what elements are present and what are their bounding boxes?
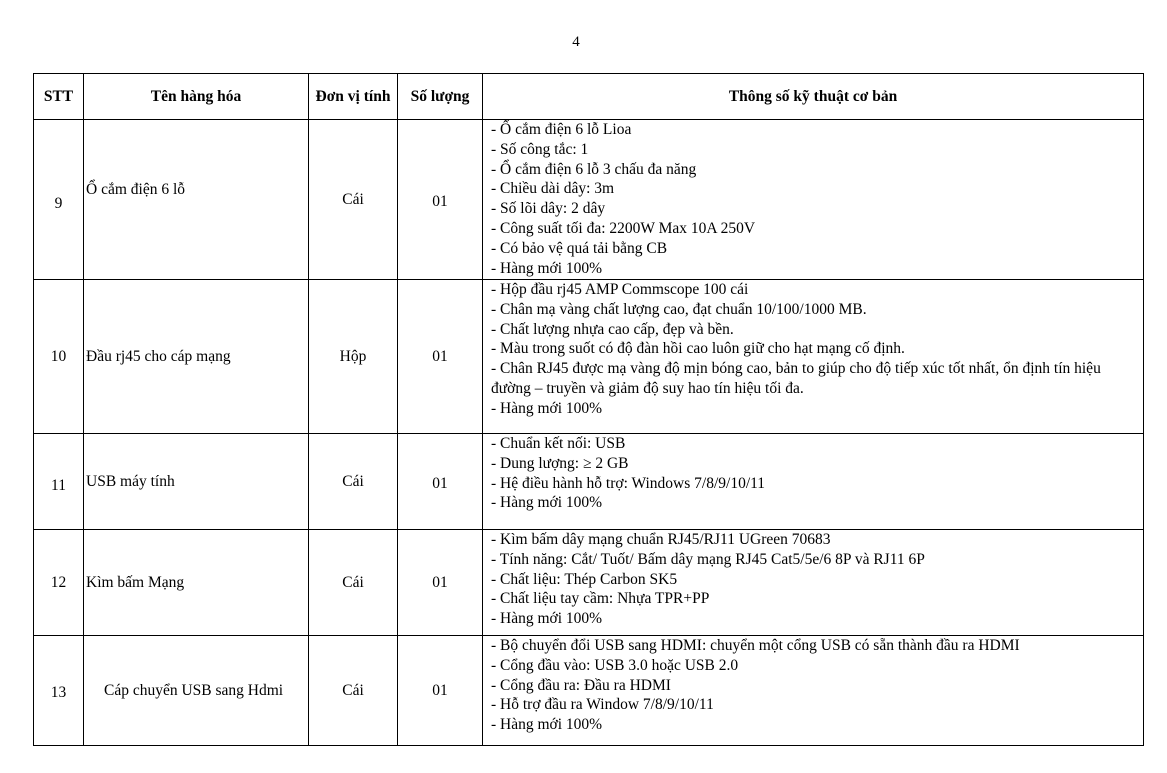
row-stt: 9 — [34, 120, 84, 280]
row-name: Ổ cắm điện 6 lỗ — [84, 120, 309, 280]
goods-table — [33, 73, 1144, 746]
spec-line: - Hàng mới 100% — [491, 259, 603, 277]
header-stt: STT — [34, 74, 84, 120]
row-unit: Cái — [309, 434, 398, 530]
header-name: Tên hàng hóa — [84, 74, 309, 120]
spec-line: - Ổ cắm điện 6 lỗ Lioa — [491, 121, 632, 138]
spec-line: - Có bảo vệ quá tải bằng CB — [491, 239, 668, 257]
spec-line: - Chiều dài dây: 3m — [491, 180, 615, 198]
row-qty: 01 — [398, 530, 483, 636]
spec-line: - Số công tắc: 1 — [491, 140, 589, 158]
spec-line: - Hỗ trợ đầu ra Window 7/8/9/10/11 — [491, 696, 714, 714]
row-qty: 01 — [398, 434, 483, 530]
table-row — [34, 434, 1144, 530]
spec-line: - Chân mạ vàng chất lượng cao, đạt chuẩn 10/100/1000 MB. — [491, 300, 867, 318]
spec-line: - Chất lượng nhựa cao cấp, đẹp và bền. — [491, 320, 734, 338]
spec-line: - Hàng mới 100% — [491, 399, 603, 417]
spec-line: - Màu trong suốt có độ đàn hồi cao luôn giữ cho hạt mạng cố định. — [491, 340, 905, 358]
spec-line: - Chân RJ45 được mạ vàng độ mịn bóng cao, bản to giúp cho độ tiếp xúc tốt nhất, ổn định tín hiệu đường – truyền và giảm độ suy hao tín hiệu tối đa. — [491, 360, 1101, 397]
row-stt: 11 — [34, 434, 84, 530]
row-qty: 01 — [398, 120, 483, 280]
spec-line: - Hệ điều hành hỗ trợ: Windows 7/8/9/10/11 — [491, 474, 766, 492]
header-unit: Đơn vị tính — [309, 74, 398, 120]
spec-line: - Công suất tối đa: 2200W Max 10A 250V — [491, 219, 756, 237]
spec-line: - Ổ cắm điện 6 lỗ 3 chấu đa năng — [491, 160, 697, 178]
spec-line: - Chất liệu tay cầm: Nhựa TPR+PP — [491, 590, 710, 608]
spec-line: - Cổng đầu vào: USB 3.0 hoặc USB 2.0 — [491, 656, 739, 674]
row-specs — [483, 120, 1144, 280]
row-unit: Cái — [309, 636, 398, 746]
row-stt: 13 — [34, 636, 84, 746]
table-row — [34, 120, 1144, 280]
spec-line: - Bộ chuyển đổi USB sang HDMI: chuyển một cổng USB có sẵn thành đầu ra HDMI — [491, 637, 1020, 654]
spec-line: - Dung lượng: ≥ 2 GB — [491, 454, 629, 472]
row-unit: Cái — [309, 120, 398, 280]
header-qty: Số lượng — [398, 74, 483, 120]
spec-line: - Số lõi dây: 2 dây — [491, 200, 606, 218]
row-stt: 12 — [34, 530, 84, 636]
spec-line: - Tính năng: Cắt/ Tuốt/ Bấm dây mạng RJ45 Cat5/5e/6 8P và RJ11 6P — [491, 550, 925, 568]
spec-line: - Chất liệu: Thép Carbon SK5 — [491, 570, 678, 588]
row-unit: Cái — [309, 530, 398, 636]
spec-line: - Hàng mới 100% — [491, 610, 603, 628]
table-row — [34, 280, 1144, 434]
row-specs — [483, 434, 1144, 530]
spec-line: - Hàng mới 100% — [491, 716, 603, 734]
row-specs — [483, 530, 1144, 636]
spec-line: - Chuẩn kết nối: USB — [491, 435, 626, 452]
row-name: Cáp chuyển USB sang Hdmi — [84, 636, 309, 746]
row-unit: Hộp — [309, 280, 398, 434]
spec-line: - Hàng mới 100% — [491, 494, 603, 512]
table-header-row — [34, 74, 1144, 120]
table-row — [34, 636, 1144, 746]
row-name: Kìm bấm Mạng — [84, 530, 309, 636]
spec-line: - Hộp đầu rj45 AMP Commscope 100 cái — [491, 281, 749, 298]
table-row — [34, 530, 1144, 636]
row-name: USB máy tính — [84, 434, 309, 530]
row-name: Đầu rj45 cho cáp mạng — [84, 280, 309, 434]
row-qty: 01 — [398, 636, 483, 746]
row-specs — [483, 280, 1144, 434]
row-qty: 01 — [398, 280, 483, 434]
row-stt: 10 — [34, 280, 84, 434]
row-specs — [483, 636, 1144, 746]
spec-line: - Cổng đầu ra: Đầu ra HDMI — [491, 676, 671, 694]
spec-line: - Kìm bấm dây mạng chuẩn RJ45/RJ11 UGreen 70683 — [491, 531, 831, 548]
header-spec: Thông số kỹ thuật cơ bản — [483, 74, 1144, 120]
page-number: 4 — [572, 34, 580, 50]
